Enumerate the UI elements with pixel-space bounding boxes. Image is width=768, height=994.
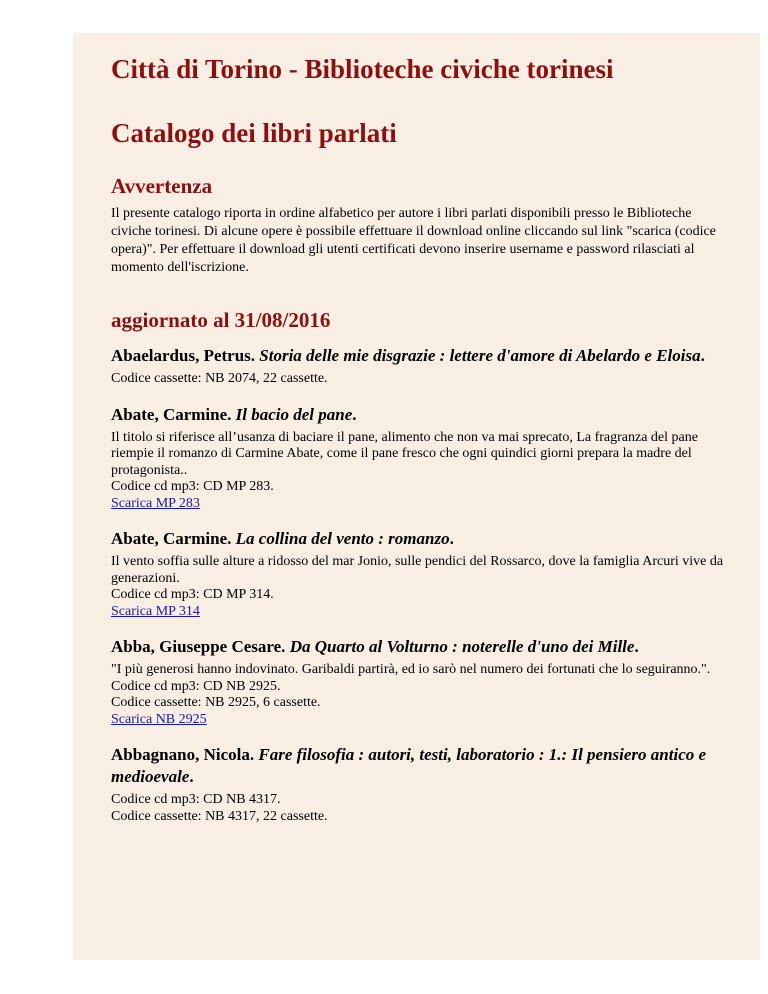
entry-body: [111, 430, 730, 513]
entry-title: La collina del vento : romanzo: [235, 529, 450, 548]
entry-line: Codice cassette: NB 4317, 22 cassette.: [111, 808, 328, 824]
entry-title: Il bacio del pane: [235, 404, 353, 424]
entry-heading: Abaelardus, Petrus. Storia delle mie disgrazie : lettere d'amore di Abelardo e Eloisa.: [111, 346, 705, 365]
entry-author: Abate, Carmine.: [111, 404, 232, 424]
download-link[interactable]: Scarica MP 314: [111, 603, 200, 619]
entry-line: Il vento soffia sulle alture a ridosso del mar Jonio, sulle pendici del Rossarco, dove la famiglia Arcuri vive da generazioni.: [111, 554, 724, 586]
catalog-entry: [111, 636, 730, 728]
download-link[interactable]: Scarica MP 283: [111, 495, 200, 511]
entry-body: [111, 371, 730, 388]
entry-heading: Abate, Carmine. Il bacio del pane.: [111, 404, 357, 424]
entry-title: Fare filosofia : autori, testi, laboratorio : 1.: Il pensiero antico e medioevale: [111, 745, 707, 786]
catalog-entry: [111, 404, 730, 513]
entry-heading: Abbagnano, Nicola. Fare filosofia : autori, testi, laboratorio : 1.: Il pensiero antico e medioevale.: [111, 745, 707, 786]
entry-title: Da Quarto al Volturno : noterelle d'uno dei Mille: [289, 637, 635, 656]
entry-author: Abba, Giuseppe Cesare.: [111, 637, 286, 656]
entry-line: Il titolo si riferisce all’usanza di baciare il pane, alimento che non va mai sprecato, La fragranza del pane riempie il romanzo di Carmine Abate, come il pane fresco che ogni quindici giorni prepara la madre del protagonista..: [111, 429, 698, 478]
entry-author: Abate, Carmine.: [111, 529, 232, 548]
entry-heading: Abba, Giuseppe Cesare. Da Quarto al Volturno : noterelle d'uno dei Mille.: [111, 637, 639, 656]
catalog-entry: [111, 345, 730, 388]
entry-body: [111, 554, 730, 620]
entry-author: Abbagnano, Nicola.: [111, 745, 255, 764]
entry-line: Codice cassette: NB 2925, 6 cassette.: [111, 695, 321, 710]
notice-text: Il presente catalogo riporta in ordine alfabetico per autore i libri parlati disponibili presso le Biblioteche civiche torinesi. Di alcune opere è possibile effettuare il download online cliccando sul link "scarica (codice opera)". Per effettuare il download gli utenti certificati devono inserire username e password rilasciati al momento dell'iscrizione.: [111, 206, 716, 275]
catalog-entry: [111, 528, 730, 620]
download-link[interactable]: Scarica NB 2925: [111, 711, 207, 727]
entry-line: Codice cd mp3: CD MP 283.: [111, 479, 274, 494]
entry-author: Abaelardus, Petrus.: [111, 346, 256, 365]
notice-heading: Avvertenza: [111, 174, 213, 198]
entry-line: "I più generosi hanno indovinato. Garibaldi partirà, ed io sarò nel numero dei fortunati che lo seguiranno.".: [111, 662, 711, 677]
entry-line: Codice cd mp3: CD NB 4317.: [111, 792, 281, 807]
entry-line: Codice cassette: NB 2074, 22 cassette.: [111, 371, 328, 386]
catalog-page: [73, 33, 760, 960]
catalog-title: Catalogo dei libri parlati: [111, 118, 397, 148]
catalog-entry: [111, 744, 730, 825]
entry-heading: Abate, Carmine. La collina del vento : romanzo.: [111, 529, 454, 548]
page-title: Città di Torino - Biblioteche civiche torinesi: [111, 54, 614, 84]
entry-body: [111, 792, 730, 825]
entry-line: Codice cd mp3: CD MP 314.: [111, 587, 274, 602]
updated-date: aggiornato al 31/08/2016: [111, 308, 331, 332]
entry-line: Codice cd mp3: CD NB 2925.: [111, 678, 281, 694]
entry-list: [111, 345, 730, 825]
entry-body: [111, 662, 730, 728]
entry-title: Storia delle mie disgrazie : lettere d'amore di Abelardo e Eloisa: [259, 346, 701, 365]
